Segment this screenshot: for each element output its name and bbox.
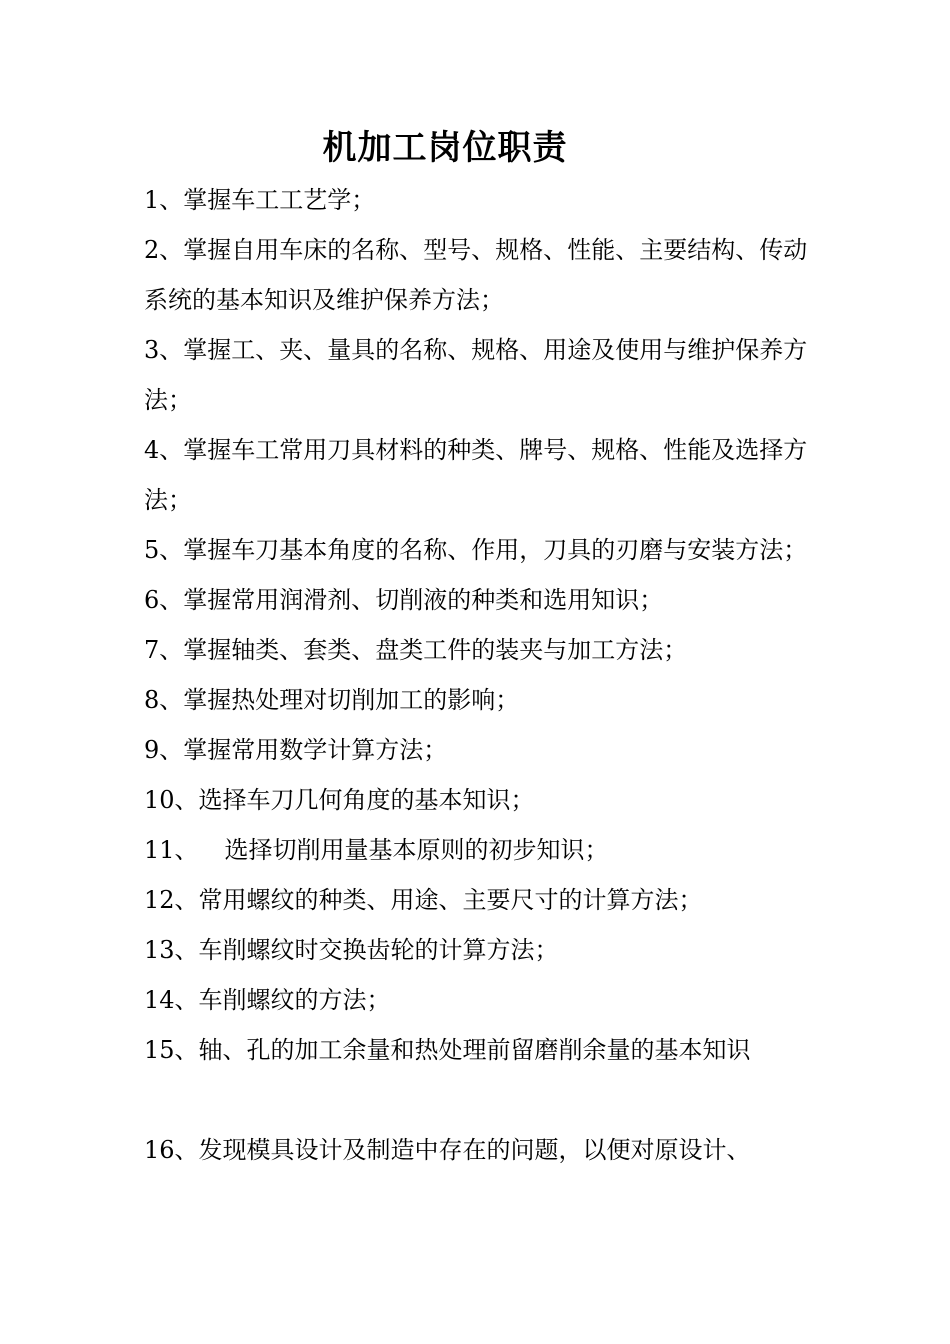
- list-item-8: [144, 675, 816, 725]
- item-text: 选择切削用量基本原则的初步知识；: [224, 836, 609, 864]
- item-number: 10、: [144, 786, 199, 814]
- item-number: 6、: [144, 586, 184, 614]
- list-item-14: [144, 975, 816, 1025]
- list-item-10: [144, 775, 816, 825]
- list-item-6: [144, 575, 816, 625]
- item-text: 掌握自用车床的名称、型号、规格、性能、主要结构、传动系统的基本知识及维护保养方法；: [144, 236, 808, 314]
- item-text: 掌握热处理对切削加工的影响；: [183, 686, 520, 714]
- item-text: 轴、孔的加工余量和热处理前留磨削余量的基本知识: [198, 1036, 751, 1064]
- item-number: 16、: [144, 1136, 199, 1164]
- list-item-15: [144, 1025, 816, 1075]
- item-number: 3、: [144, 336, 184, 364]
- item-text: 掌握车工常用刀具材料的种类、牌号、规格、性能及选择方法；: [144, 436, 808, 514]
- document-body: [144, 175, 816, 1175]
- list-item-7: [144, 625, 816, 675]
- item-number: 15、: [144, 1036, 199, 1064]
- item-number: 5、: [144, 536, 184, 564]
- list-item-16: [144, 1125, 816, 1175]
- item-number: 9、: [144, 736, 184, 764]
- item-text: 掌握工、夹、量具的名称、规格、用途及使用与维护保养方法；: [144, 336, 808, 414]
- item-number: 12、: [144, 886, 199, 914]
- item-text: 掌握常用润滑剂、切削液的种类和选用知识；: [183, 586, 664, 614]
- list-item-12: [144, 875, 816, 925]
- item-number: 4、: [144, 436, 184, 464]
- item-text: 掌握车刀基本角度的名称、作用，刀具的刃磨与安装方法；: [183, 536, 808, 564]
- item-text: 车削螺纹时交换齿轮的计算方法；: [198, 936, 559, 964]
- item-number: 14、: [144, 986, 199, 1014]
- blank-line: [144, 1075, 816, 1125]
- item-number: 13、: [144, 936, 199, 964]
- list-item-1: [144, 175, 816, 225]
- item-text: 车削螺纹的方法；: [198, 986, 391, 1014]
- item-text: 常用螺纹的种类、用途、主要尺寸的计算方法；: [198, 886, 703, 914]
- item-text: 发现模具设计及制造中存在的问题，以便对原设计、: [198, 1136, 751, 1164]
- item-number: 2、: [144, 236, 184, 264]
- item-number: 11、: [144, 836, 199, 864]
- list-item-3: [144, 325, 816, 425]
- item-text: 掌握常用数学计算方法；: [183, 736, 448, 764]
- list-item-2: [144, 225, 816, 325]
- item-number: 1、: [144, 186, 184, 214]
- list-item-9: [144, 725, 816, 775]
- list-item-11: [144, 825, 816, 875]
- item-number: 8、: [144, 686, 184, 714]
- item-text: 掌握车工工艺学；: [183, 186, 376, 214]
- item-number: 7、: [144, 636, 184, 664]
- list-item-5: [144, 525, 816, 575]
- item-text: 掌握轴类、套类、盘类工件的装夹与加工方法；: [183, 636, 688, 664]
- item-text: 选择车刀几何角度的基本知识；: [198, 786, 535, 814]
- list-item-13: [144, 925, 816, 975]
- list-item-4: [144, 425, 816, 525]
- document-title: 机加工岗位职责: [322, 128, 568, 168]
